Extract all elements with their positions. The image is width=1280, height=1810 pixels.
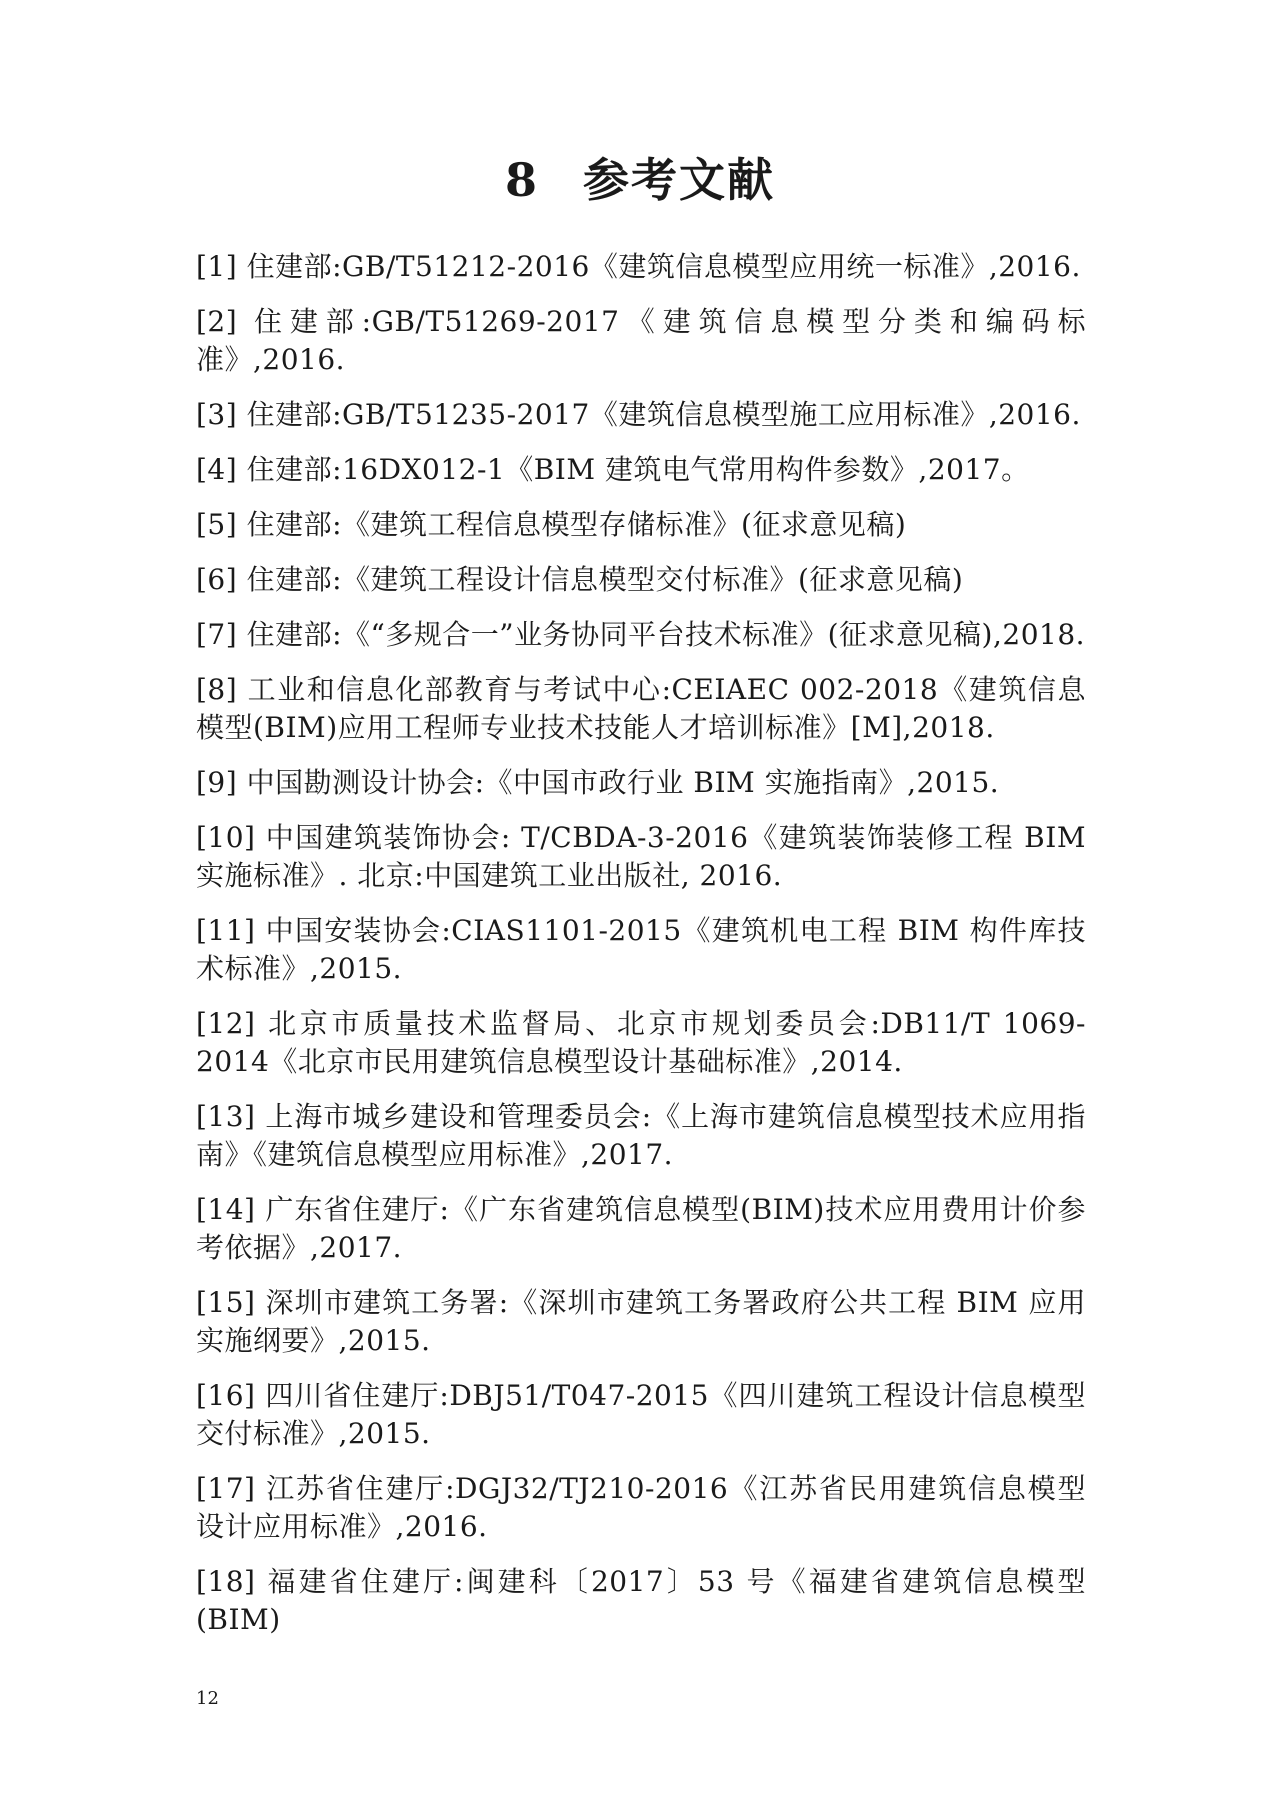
section-heading: [0, 150, 1280, 210]
reference-item: [14] 广东省住建厅:《广东省建筑信息模型(BIM)技术应用费用计价参考依据》,2017.: [196, 1193, 1086, 1264]
reference-item: [7] 住建部:《“多规合一”业务协同平台技术标准》(征求意见稿),2018.: [196, 618, 1086, 651]
reference-item: [5] 住建部:《建筑工程信息模型存储标准》(征求意见稿): [196, 508, 907, 541]
reference-item: [4] 住建部:16DX012-1《BIM 建筑电气常用构件参数》,2017。: [196, 453, 1030, 486]
reference-item: [6] 住建部:《建筑工程设计信息模型交付标准》(征求意见稿): [196, 563, 964, 596]
reference-item: [1] 住建部:GB/T51212-2016《建筑信息模型应用统一标准》,2016.: [196, 250, 1081, 283]
reference-item: [10] 中国建筑装饰协会: T/CBDA-3-2016《建筑装饰装修工程 BIM 实施标准》. 北京:中国建筑工业出版社, 2016.: [196, 821, 1086, 892]
reference-item: [11] 中国安装协会:CIAS1101-2015《建筑机电工程 BIM 构件库技术标准》,2015.: [196, 914, 1086, 985]
reference-item: [15] 深圳市建筑工务署:《深圳市建筑工务署政府公共工程 BIM 应用实施纲要》,2015.: [196, 1286, 1086, 1357]
reference-item: [8] 工业和信息化部教育与考试中心:CEIAEC 002-2018《建筑信息模型(BIM)应用工程师专业技术技能人才培训标准》[M],2018.: [196, 673, 1086, 744]
reference-item: [16] 四川省住建厅:DBJ51/T047-2015《四川建筑工程设计信息模型交付标准》,2015.: [196, 1379, 1086, 1450]
reference-item: [9] 中国勘测设计协会:《中国市政行业 BIM 实施指南》,2015.: [196, 766, 1000, 799]
section-title: 参考文献: [583, 153, 775, 207]
page-number: 12: [196, 1688, 219, 1709]
reference-item: [13] 上海市城乡建设和管理委员会:《上海市建筑信息模型技术应用指南》《建筑信息模型应用标准》,2017.: [196, 1100, 1086, 1171]
reference-item: [12] 北京市质量技术监督局、北京市规划委员会:DB11/T 1069-2014《北京市民用建筑信息模型设计基础标准》,2014.: [196, 1007, 1086, 1078]
section-number: 8: [504, 153, 539, 207]
reference-item: [18] 福建省住建厅:闽建科〔2017〕53 号《福建省建筑信息模型(BIM): [196, 1565, 1086, 1636]
reference-item: [2] 住建部:GB/T51269-2017《建筑信息模型分类和编码标准》,2016.: [196, 305, 1086, 376]
reference-list: [196, 248, 1086, 1656]
reference-item: [3] 住建部:GB/T51235-2017《建筑信息模型施工应用标准》,2016.: [196, 398, 1081, 431]
reference-item: [17] 江苏省住建厅:DGJ32/TJ210-2016《江苏省民用建筑信息模型设计应用标准》,2016.: [196, 1472, 1086, 1543]
